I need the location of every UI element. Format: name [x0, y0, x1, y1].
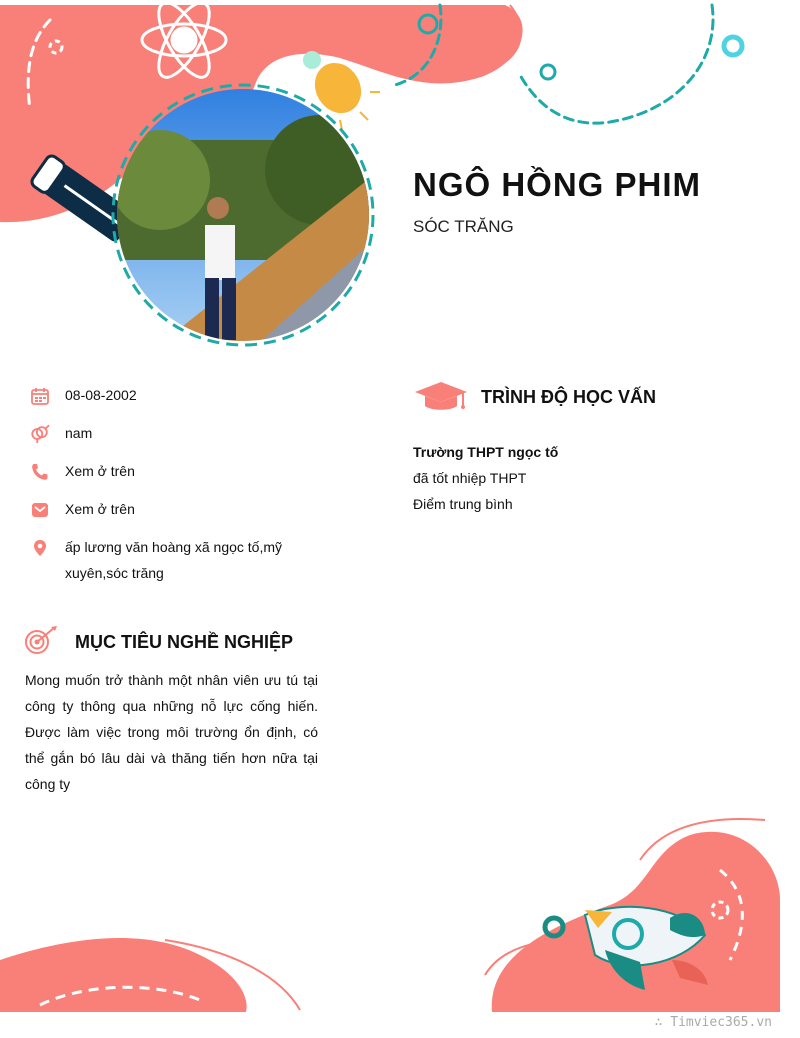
education-title: TRÌNH ĐỘ HỌC VẤN: [481, 387, 656, 407]
contact-email-row: [30, 501, 135, 520]
target-icon: [24, 625, 60, 662]
gender-icon: [30, 424, 50, 444]
objective-title: MỤC TIÊU NGHỀ NGHIỆP: [75, 632, 294, 652]
contact-phone-row: [30, 463, 135, 482]
envelope-icon: [30, 500, 50, 520]
education-grade: Điểm trung bình: [413, 496, 513, 512]
contact-address-row: [30, 539, 283, 581]
contact-gender-row: [30, 425, 93, 444]
candidate-hometown: SÓC TRĂNG: [413, 217, 514, 236]
address-value: ấp lương văn hoàng xã ngọc tố,mỹ xuyên,sóc trăng: [65, 539, 283, 581]
objective-text: Mong muốn trở thành một nhân viên ưu tú tại công ty thông qua những nỗ lực cống hiến. Được làm việc trong môi trường ổn định, có thể gắn bó lâu dài và thăng tiến hơn nữa tại công ty: [25, 672, 318, 792]
birthday-value: 08-08-2002: [65, 387, 137, 403]
graduation-cap-icon: [413, 380, 469, 419]
calendar-icon: [30, 386, 50, 406]
education-status: đã tốt nhiệp THPT: [413, 470, 527, 486]
map-pin-icon: [30, 538, 50, 558]
contact-birthday-row: [30, 387, 137, 406]
email-value: Xem ở trên: [65, 501, 135, 517]
education-school: Trường THPT ngọc tố: [413, 444, 559, 460]
watermark-text: ∴ Timviec365.vn: [654, 1015, 772, 1030]
phone-value: Xem ở trên: [65, 463, 135, 479]
phone-icon: [30, 462, 50, 482]
gender-value: nam: [65, 425, 93, 441]
candidate-name: NGÔ HỒNG PHIM: [413, 166, 702, 203]
